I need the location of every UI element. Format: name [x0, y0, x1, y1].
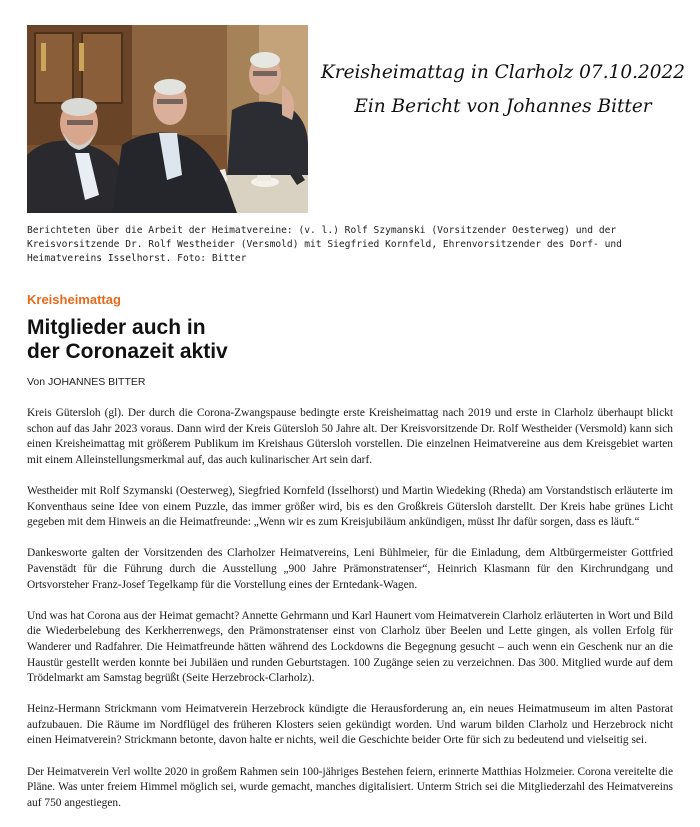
report-subtitle: Ein Bericht von Johannes Bitter	[354, 96, 652, 117]
article-paragraph: Der Heimatverein Verl wollte 2020 in großem Rahmen sein 100-jähriges Bestehen feiern, erinnerte Matthias Holzmeier. Corona vereitelte die Pläne. Was unter freiem Himmel möglich sei, wurde gemacht, manches digitalisiert. Unterm Strich sei die Mitgliederzahl des Heimatvereins auf 750 angestiegen.	[27, 765, 673, 809]
article-paragraph: Westheider mit Rolf Szymanski (Oesterweg), Siegfried Kornfeld (Isselhorst) und Martin Wiedeking (Rheda) am Vorstandstisch erläuterte im Konventhaus seine Idee von einem Puzzle, das immer größer wird, bis es den Großkreis Gütersloh darstellt. Der Kreis habe grünes Licht gegeben mit dem Hinweis an die Heimatfreunde: „Wenn wir es zum Kreisjubiläum ankündigen, müsst Ihr dafür sorgen, dass es läuft.“	[27, 484, 673, 529]
article-paragraph: Heinz-Hermann Strickmann vom Heimatverein Herzebrock kündigte die Herausforderung an, ein neues Heimatmuseum im alten Pastorat aufzubauen. Die Räume im Nordflügel des früheren Klosters seien gekündigt worden. Und warum bilden Clarholz und Herzebrock nicht einen Heimatverein? Strickmann betonte, davon halte er nichts, weil die Geschichte beider Orte für sich zu bedeutend und vielseitig sei.	[27, 703, 673, 747]
photo-caption: Berichteten über die Arbeit der Heimatvereine: (v. l.) Rolf Szymanski (Vorsitzender Oesterweg) und der Kreisvorsitzende Dr. Rolf Westheider (Versmold) mit Siegfried Kornfeld, Ehrenvorsitzender des Dorf- und Heimatvereins Isselhorst. Foto: Bitter	[27, 225, 622, 264]
report-header	[318, 60, 688, 120]
article-photo	[27, 25, 308, 213]
article-title-line-1: Mitglieder auch in	[27, 316, 206, 339]
article-title	[27, 316, 427, 364]
report-title: Kreisheimattag in Clarholz 07.10.2022	[320, 62, 686, 83]
article-paragraph: Dankesworte galten der Vorsitzenden des Clarholzer Heimatvereins, Leni Bühlmeier, für die Einladung, dem Altbürgermeister Gottfried Pavenstädt für die Führung durch die Ausstellung „900 Jahre Prämonstratenser“, Heinrich Klasmann für den Kirchrundgang und Ortsvorsteher Franz-Josef Tegelkamp für die Vorstellung eines der Erntedank-Wagen.	[27, 547, 673, 591]
photo-illustration	[27, 25, 308, 213]
article-paragraph: Kreis Gütersloh (gl). Der durch die Corona-Zwangspause bedingte erste Kreisheimattag nach 2019 und erste in Clarholz überhaupt blickt schon auf das Jahr 2023 voraus. Dann wird der Kreis Gütersloh 50 Jahre alt. Der Kreisvorsitzende Dr. Rolf Westheider (Versmold) kann sich einen Kreisheimattag mit größerem Publikum im Kreishaus Gütersloh vorstellen. Die einzelnen Heimatvereine aus dem Kreisgebiet warten mit einem Alleinstellungsmerkmal auf, das auch kulinarischer Art sein darf.	[27, 407, 673, 466]
article-title-line-2: der Coronazeit aktiv	[27, 340, 228, 363]
article-byline: Von JOHANNES BITTER	[27, 376, 146, 388]
article-kicker: Kreisheimattag	[27, 292, 121, 307]
article-paragraph: Und was hat Corona aus der Heimat gemacht? Annette Gehrmann und Karl Haunert vom Heimatverein Clarholz erläuterten in Wort und Bild die Wiederbelebung des Kerkherrenwegs, den Prämonstratenser einst von Clarholz über Beelen und Lette gingen, als vollen Erfolg für Wanderer und Radfahrer. Die Heimatfreunde hätten während des Lockdowns die Begegnung gesucht – auch wenn ein Geschenk nur an die Haustür gestellt werden konnte bei Jubiläen und runden Geburtstagen. 100 Zugänge seien zu verzeichnen. Das 300. Mitglied wurde auf dem Trödelmarkt am Samstag begrüßt (Seite Herzebrock-Clarholz).	[27, 609, 673, 685]
article-body	[27, 406, 673, 827]
